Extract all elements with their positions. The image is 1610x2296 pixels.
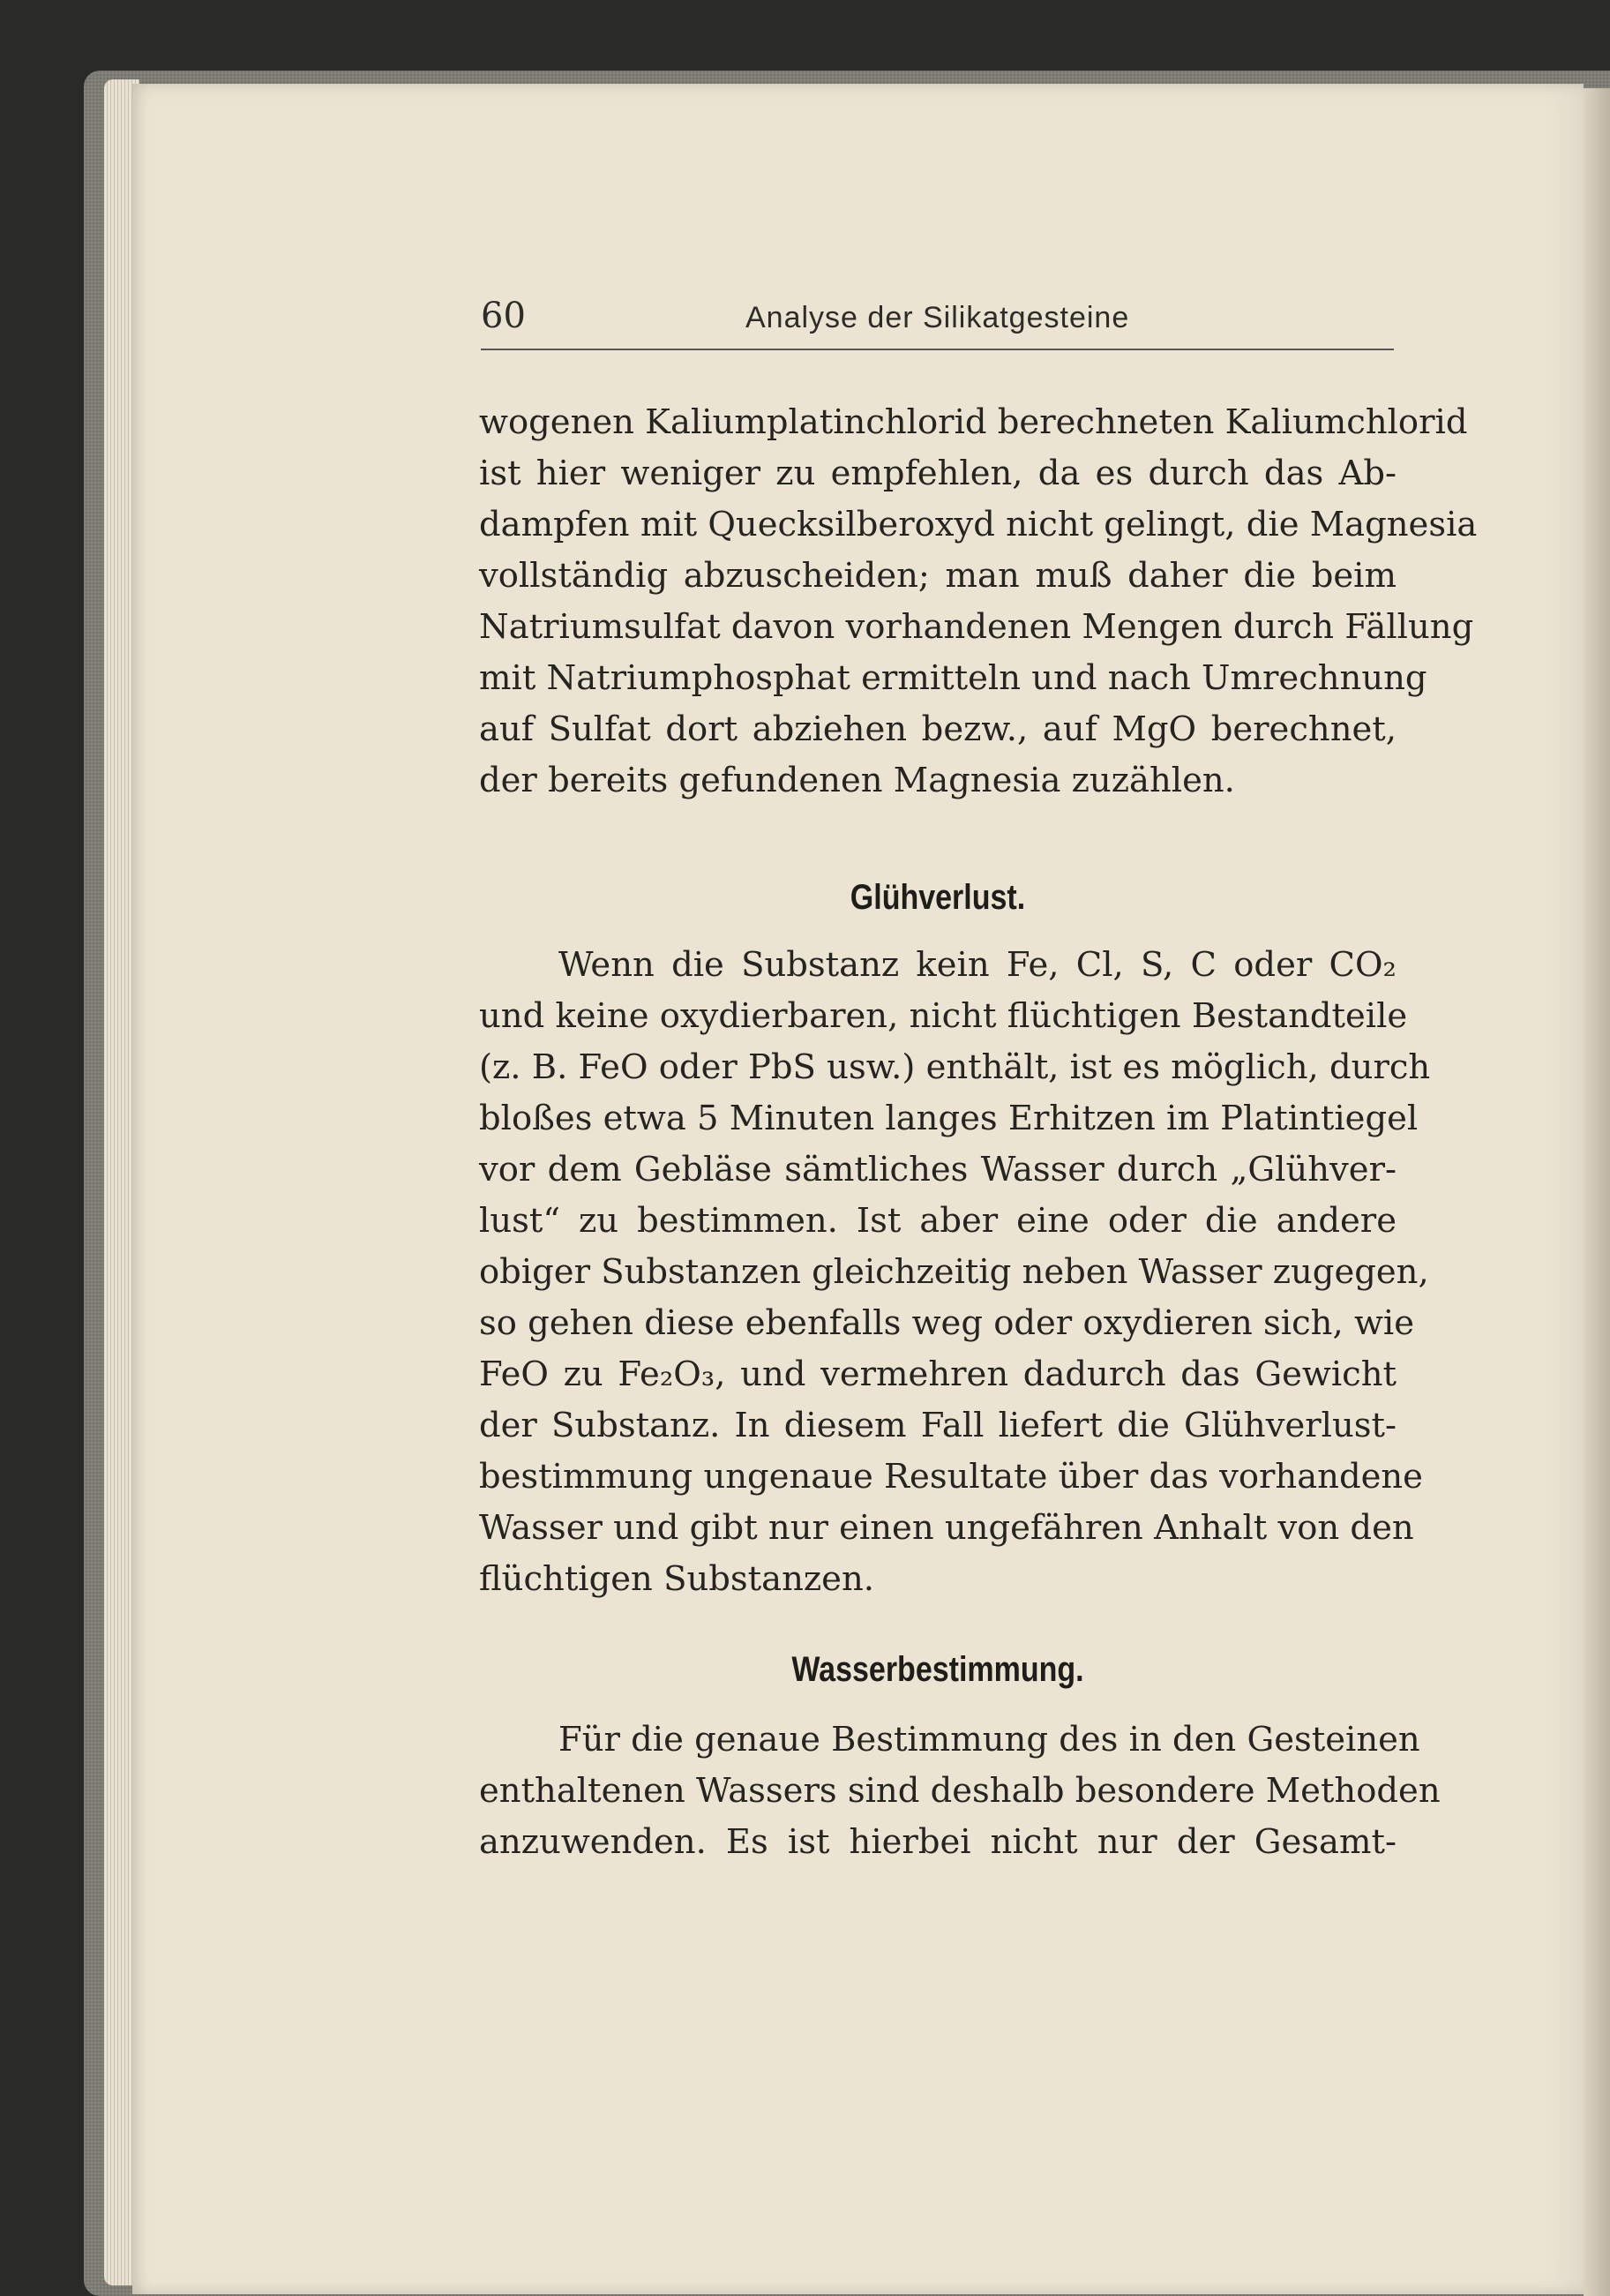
text-line: auf Sulfat dort abziehen bezw., auf MgO berechnet, <box>479 709 1397 749</box>
paragraph-1 <box>479 397 1478 807</box>
paragraph-3 <box>479 1714 1441 1868</box>
text-line: mit Natriumphosphat ermitteln und nach Umrechnung <box>479 658 1427 698</box>
running-title: Analyse der Silikatgesteine <box>745 301 1130 334</box>
text-line: bestimmung ungenaue Resultate über das vorhandene <box>479 1457 1423 1497</box>
text-line: lust“ zu bestimmen. Ist aber eine oder die andere <box>479 1201 1397 1241</box>
text-line: Wenn die Substanz kein Fe, Cl, S, C oder CO₂ <box>558 945 1397 985</box>
text-line: Natriumsulfat davon vorhandenen Mengen durch Fällung <box>479 607 1474 647</box>
text-line: enthaltenen Wassers sind deshalb besondere Methoden <box>479 1771 1441 1811</box>
text-line: flüchtigen Substanzen. <box>479 1559 874 1599</box>
heading-wasserbestimmung: Wasserbestimmung. <box>791 1650 1084 1689</box>
text-line: so gehen diese ebenfalls weg oder oxydieren sich, wie <box>479 1303 1415 1343</box>
text-line: obiger Substanzen gleichzeitig neben Wasser zugegen, <box>479 1252 1429 1292</box>
page-number: 60 <box>481 296 526 336</box>
text-line: FeO zu Fe₂O₃, und vermehren dadurch das Gewicht <box>479 1354 1397 1394</box>
page-header <box>481 296 1394 350</box>
text-line: vor dem Gebläse sämtliches Wasser durch „Glühver- <box>479 1150 1397 1189</box>
text-line: bloßes etwa 5 Minuten langes Erhitzen im Platintiegel <box>479 1099 1419 1138</box>
text-line: wogenen Kaliumplatinchlorid berechneten Kaliumchlorid <box>479 402 1468 442</box>
text-line: ist hier weniger zu empfehlen, da es durch das Ab- <box>479 454 1397 493</box>
text-line: und keine oxydierbaren, nicht flüchtigen Bestandteile <box>479 996 1408 1036</box>
text-line: (z. B. FeO oder PbS usw.) enthält, ist es möglich, durch <box>479 1047 1431 1087</box>
heading-gluehverlust: Glühverlust. <box>850 878 1026 917</box>
text-line: Für die genaue Bestimmung des in den Gesteinen <box>558 1720 1420 1760</box>
paragraph-2 <box>479 940 1431 1605</box>
text-line: anzuwenden. Es ist hierbei nicht nur der Gesamt- <box>479 1822 1397 1862</box>
text-line: Wasser und gibt nur einen ungefähren Anhalt von den <box>479 1508 1414 1548</box>
right-page-edge <box>1584 88 1610 2296</box>
text-line: der Substanz. In diesem Fall liefert die Glühverlust- <box>479 1406 1397 1445</box>
text-line: dampfen mit Quecksilberoxyd nicht gelingt, die Magnesia <box>479 505 1478 544</box>
text-line: vollständig abzuscheiden; man muß daher die beim <box>479 556 1397 596</box>
text-line: der bereits gefundenen Magnesia zuzählen. <box>479 761 1235 800</box>
